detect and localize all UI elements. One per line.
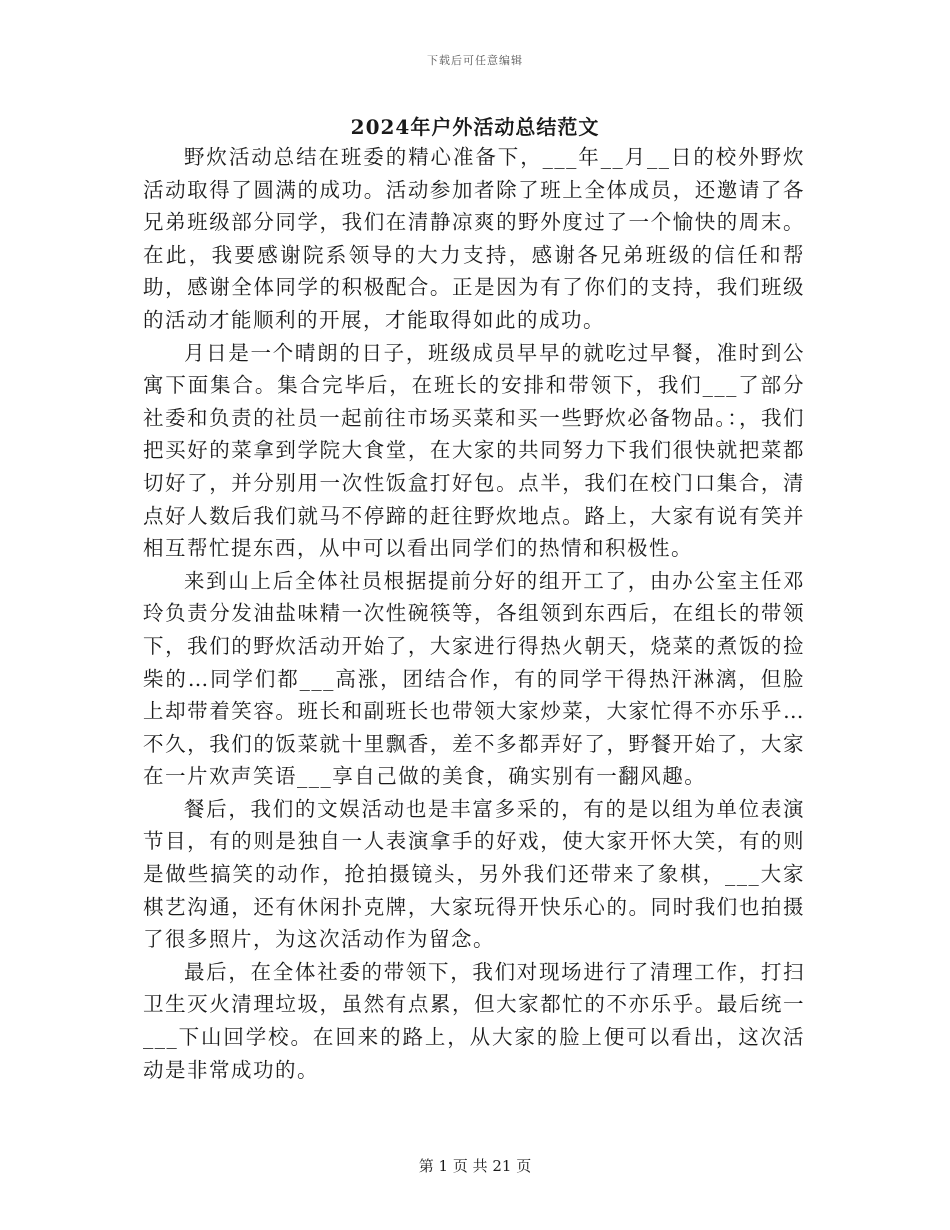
document-body: [143, 141, 805, 1086]
paragraph-5: 最后，在全体社委的带领下，我们对现场进行了清理工作，打扫卫生灭火清理垃圾，虽然有点累，但大家都忙的不亦乐乎。最后统一___下山回学校。在回来的路上，从大家的脸上便可以看出，这次活动是非常成功的。: [143, 959, 805, 1082]
paragraph-2: 月日是一个晴朗的日子，班级成员早早的就吃过早餐，准时到公寓下面集合。集合完毕后，在班长的安排和带领下，我们___了部分社委和负责的社员一起前往市场买菜和买一些野炊必备物品。：，我们把买好的菜拿到学院大食堂，在大家的共同努力下我们很快就把菜都切好了，并分别用一次性饭盒打好包。点半，我们在校门口集合，清点好人数后我们就马不停蹄的赶往野炊地点。路上，大家有说有笑并相互帮忙提东西，从中可以看出同学们的热情和积极性。: [143, 340, 805, 561]
page-number: 第 1 页 共 21 页: [418, 1157, 532, 1175]
paragraph-1: 野炊活动总结在班委的精心准备下，___年__月__日的校外野炊活动取得了圆满的成功。活动参加者除了班上全体成员，还邀请了各兄弟班级部分同学，我们在清静凉爽的野外度过了一个愉快的周末。在此，我要感谢院系领导的大力支持，感谢各兄弟班级的信任和帮助，感谢全体同学的积极配合。正是因为有了你们的支持，我们班级的活动才能顺利的开展，才能取得如此的成功。: [143, 145, 805, 332]
paragraph-3: 来到山上后全体社员根据提前分好的组开工了，由办公室主任邓玲负责分发油盐味精一次性碗筷等，各组领到东西后，在组长的带领下，我们的野炊活动开始了，大家进行得热火朝天，烧菜的煮饭的捡柴的…同学们都___高涨，团结合作，有的同学干得热汗淋漓，但脸上却带着笑容。班长和副班长也带领大家炒菜，大家忙得不亦乐乎…不久，我们的饭菜就十里飘香，差不多都弄好了，野餐开始了，大家在一片欢声笑语___享自己做的美食，确实别有一翻风趣。: [143, 568, 805, 789]
header-note: 下载后可任意编辑: [427, 54, 523, 67]
document-title: 2024年户外活动总结范文: [350, 115, 600, 139]
paragraph-4: 餐后，我们的文娱活动也是丰富多采的，有的是以组为单位表演节目，有的则是独自一人表演拿手的好戏，使大家开怀大笑，有的则是做些搞笑的动作，抢拍摄镜头，另外我们还带来了象棋，___大家棋艺沟通，还有休闲扑克牌，大家玩得开快乐心的。同时我们也拍摄了很多照片，为这次活动作为留念。: [143, 796, 805, 952]
